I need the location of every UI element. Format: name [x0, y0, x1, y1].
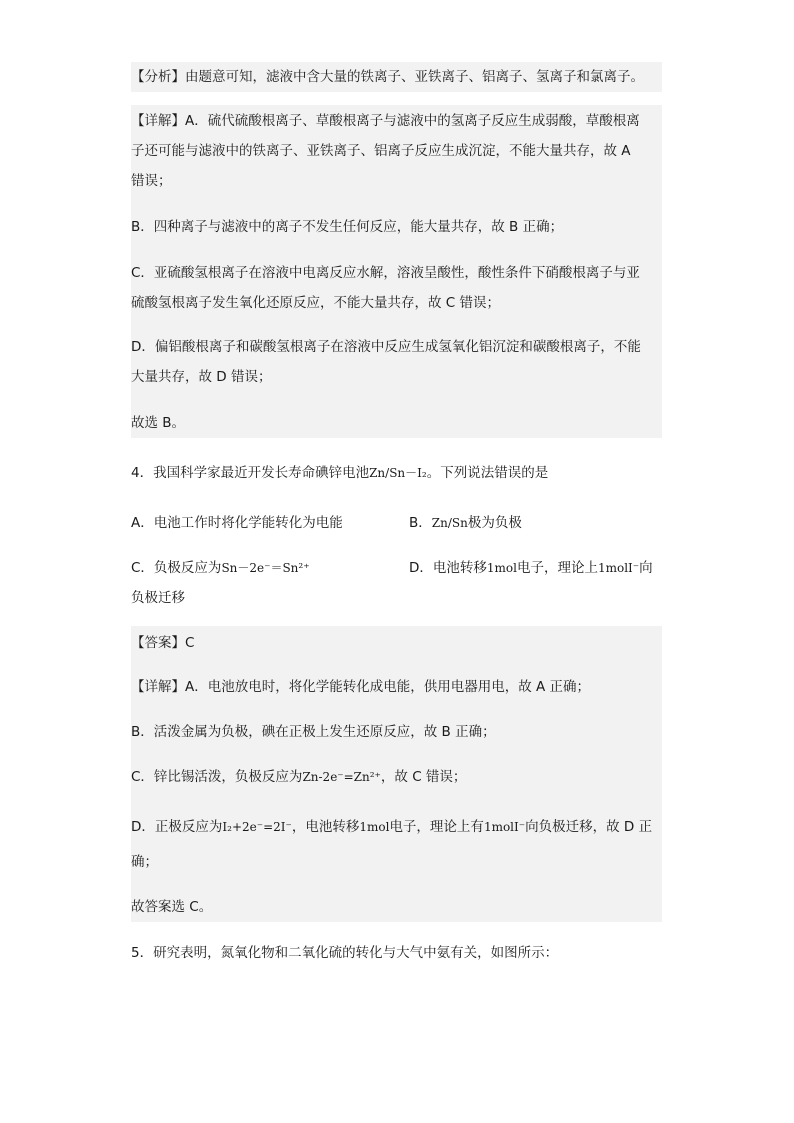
analysis-text: 【分析】由题意可知，滤液中含大量的铁离子、亚铁离子、铝离子、氢离子和氯离子。 [131, 69, 644, 85]
detail-a-line1: 【详解】A．硫代硫酸根离子、草酸根离子与滤液中的氢离子反应生成弱酸，草酸根离 [131, 113, 640, 129]
detail-c-line1: C．亚硫酸氢根离子在溶液中电离反应水解，溶液呈酸性，酸性条件下硝酸根离子与亚 [131, 265, 640, 281]
option-d-mid: 电子，理论上 [516, 560, 598, 576]
analysis-block [131, 62, 662, 92]
option-a: A．电池工作时将化学能转化为电能 [131, 515, 343, 531]
question4-stem-suffix: 。下列说法错误的是 [426, 465, 549, 481]
detail-a-line3: 错误； [131, 173, 172, 189]
answer-c-formula: Zn-2e⁻=Zn²⁺ [302, 770, 381, 784]
answer-d-prefix: D．正极反应为 [131, 819, 223, 835]
option-c [131, 558, 310, 578]
option-d-prefix: D．电池转移 [409, 560, 487, 576]
question4-stem [131, 463, 548, 483]
answer-d-line2: 确； [131, 854, 158, 870]
question5-stem: 5．研究表明，氮氧化物和二氧化硫的转化与大气中氨有关，如图所示： [131, 945, 559, 961]
option-d-formula1: 1mol [486, 561, 517, 575]
detail-a-line2: 子还可能与滤液中的铁离子、亚铁离子、铝离子反应生成沉淀，不能大量共存，故 A [131, 143, 631, 159]
option-b-prefix: B． [409, 515, 432, 531]
detail-d-line2: 大量共存，故 D 错误； [131, 369, 272, 385]
detail-b-line1: B．四种离子与滤液中的离子不发生任何反应，能大量共存，故 B 正确； [131, 219, 564, 235]
option-c-formula: Sn－2e⁻＝Sn²⁺ [221, 561, 310, 575]
option-d-line2: 负极迁移 [131, 590, 185, 606]
answer-d-mid: ，电池转移 [291, 819, 360, 835]
answer-a-line: 【详解】A．电池放电时，将化学能转化成电能，供用电器用电，故 A 正确； [131, 679, 591, 695]
answer-c-suffix: ，故 C 错误； [380, 769, 467, 785]
answer-conclusion: 故答案选 C。 [131, 899, 213, 915]
question4-stem-prefix: 4．我国科学家最近开发长寿命碘锌电池 [131, 465, 370, 481]
answer-c-line [131, 767, 466, 787]
detail-block-q3 [131, 105, 662, 438]
answer-d-formula2: 1mol [359, 820, 390, 834]
option-c-prefix: C．负极反应为 [131, 560, 222, 576]
option-d [409, 558, 653, 578]
answer-b-line: B．活泼金属为负极，碘在正极上发生还原反应，故 B 正确； [131, 724, 496, 740]
option-d-suffix: 向 [639, 560, 653, 576]
answer-text: 【答案】C [131, 635, 195, 651]
answer-d-formula1: I₂+2e⁻=2I⁻ [222, 820, 292, 834]
answer-d-suffix: 向负极迁移，故 D 正 [525, 819, 653, 835]
answer-d-line1 [131, 817, 652, 837]
option-b [409, 513, 522, 533]
question4-formula: Zn/Sn－I₂ [369, 466, 427, 480]
option-b-suffix: 极为负极 [467, 515, 522, 531]
detail-c-line2: 硫酸氢根离子发生氧化还原反应，不能大量共存，故 C 错误； [131, 295, 501, 311]
answer-block-q4 [131, 626, 662, 922]
answer-d-mid2: 电子，理论上有 [389, 819, 484, 835]
option-d-formula2: 1molI⁻ [597, 561, 640, 575]
detail-conclusion: 故选 B。 [131, 415, 186, 431]
answer-c-prefix: C．锌比锡活泼，负极反应为 [131, 769, 303, 785]
detail-d-line1: D．偏铝酸根离子和碳酸氢根离子在溶液中反应生成氢氧化铝沉淀和碳酸根离子，不能 [131, 339, 641, 355]
option-b-formula: Zn/Sn [431, 516, 468, 530]
answer-d-formula3: 1molI⁻ [483, 820, 526, 834]
